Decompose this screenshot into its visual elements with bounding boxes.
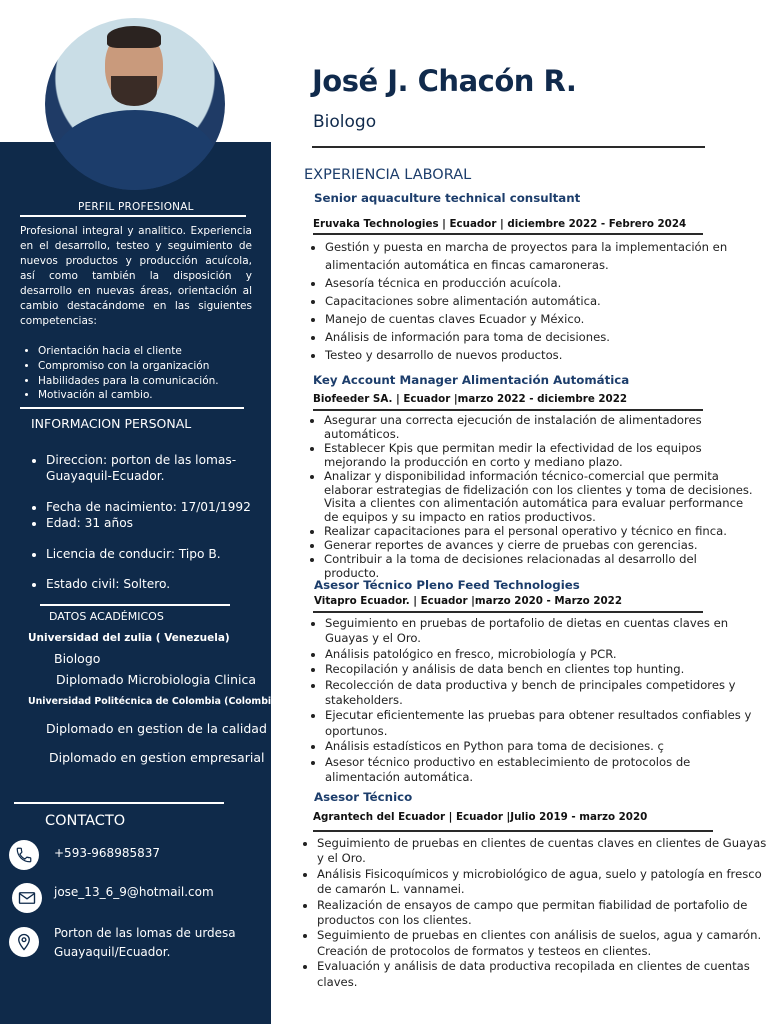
duty-item: • Ejecutar eficientemente las pruebas para obtener resultados confiables y oportunos. (325, 708, 767, 739)
duty-item: • Asegurar una correcta ejecución de instalación de alimentadores automáticos. (324, 414, 754, 442)
job-company-1: Eruvaka Technologies | Ecuador | diciembre 2022 - Febrero 2024 (313, 218, 687, 230)
personal-divider (20, 407, 244, 409)
degree-empresarial: Diplomado en gestion empresarial (49, 750, 265, 765)
profile-text: Profesional integral y analitico. Experiencia en el desarrollo, testeo y seguimiento de nuevos productos y producción acuícola, así como también la disposición y desarrollo en nuevas áreas, orientación al cambio destacándome en las siguientes competencias: (20, 225, 252, 327)
degree-microbiologia: Diplomado Microbiologia Clinica (56, 672, 257, 687)
phone-icon (9, 840, 39, 870)
duty-item: • Recopilación y análisis de data bench en clientes top hunting. (325, 662, 767, 677)
degree-calidad: Diplomado en gestion de la calidad (46, 721, 267, 736)
job-1-duties (313, 238, 743, 364)
personal-heading: INFORMACION PERSONAL (31, 416, 192, 431)
mail-icon (12, 883, 42, 913)
photo-shirt (53, 110, 217, 190)
competency-item: • Compromiso con la organización (38, 359, 268, 374)
contact-address-line2: Guayaquil/Ecuador. (54, 945, 171, 959)
duty-item: • Seguimiento de pruebas en clientes con análisis de suelos, agua y camarón. Creación de protocolos de formatos y testeos en clientes. (317, 928, 768, 959)
duty-item: • Asesoría técnica en producción acuícola. (325, 274, 743, 292)
degree-biologo: Biologo (54, 651, 101, 666)
job-divider-1 (313, 233, 703, 235)
university-1: Universidad del zulia ( Venezuela) (28, 632, 230, 644)
personal-list (30, 453, 261, 484)
contact-address (54, 924, 236, 962)
job-2-duties (312, 414, 754, 581)
duty-item: • Análisis patológico en fresco, microbiología y PCR. (325, 647, 767, 662)
personal-birth: • Fecha de nacimiento: 17/01/1992 (46, 500, 266, 516)
experience-heading: EXPERIENCIA LABORAL (304, 167, 472, 183)
personal-civil: • Estado civil: Soltero. (46, 577, 266, 593)
photo-beard (111, 76, 157, 106)
duty-item: • Generar reportes de avances y cierre de pruebas con gerencias. (324, 539, 754, 553)
job-divider-4 (313, 830, 713, 832)
competency-item: • Motivación al cambio. (38, 388, 268, 403)
academic-divider (40, 604, 230, 606)
job-3-duties (313, 616, 767, 785)
duty-item: • Analizar y disponibilidad información técnico-comercial que permita elaborar estrategias de fidelización con los clientes y toma de decisiones. Visita a clientes con alimentación automática para evaluar performance de equipos y su impacto en ratios productivos. (324, 470, 754, 526)
contact-phone[interactable]: +593-968985837 (54, 846, 161, 860)
duty-item: • Seguimiento en pruebas de portafolio de dietas en cuentas claves en Guayas y el Oro. (325, 616, 767, 647)
duty-item: • Análisis estadísticos en Python para toma de decisiones. ç (325, 739, 767, 754)
job-company-4: Agrantech del Ecuador | Ecuador |Julio 2019 - marzo 2020 (313, 811, 648, 823)
job-divider-2 (313, 409, 703, 411)
job-title-1: Senior aquaculture technical consultant (314, 191, 581, 205)
personal-list-3 (30, 547, 266, 563)
personal-age: • Edad: 31 años (46, 516, 266, 532)
contact-address-line1: Porton de las lomas de urdesa (54, 926, 236, 940)
duty-item: • Recolección de data productiva y bench de principales competidores y stakeholders. (325, 678, 767, 709)
competency-item: • Orientación hacia el cliente (38, 344, 268, 359)
personal-address: • Direccion: porton de las lomas-Guayaquil-Ecuador. (46, 453, 261, 484)
profile-divider (20, 215, 246, 217)
duty-item: • Análisis de información para toma de decisiones. (325, 328, 743, 346)
job-title-2: Key Account Manager Alimentación Automática (313, 373, 630, 387)
job-4-duties (305, 836, 768, 990)
duty-item: • Manejo de cuentas claves Ecuador y México. (325, 310, 743, 328)
duty-item: • Capacitaciones sobre alimentación automática. (325, 292, 743, 310)
competency-item: • Habilidades para la comunicación. (38, 374, 268, 389)
university-2: Universidad Politécnica de Colombia (Colombia) (28, 696, 282, 707)
contact-email[interactable]: jose_13_6_9@hotmail.com (54, 885, 214, 899)
job-title-4: Asesor Técnico (314, 790, 413, 804)
duty-item: • Establecer Kpis que permitan medir la efectividad de los equipos mejorando la producción en corto y mediano plazo. (324, 442, 754, 470)
duty-item: • Gestión y puesta en marcha de proyectos para la implementación en alimentación automática en fincas camaroneras. (325, 238, 743, 274)
duty-item: • Realizar capacitaciones para el personal operativo y técnico en finca. (324, 525, 754, 539)
photo-hair (107, 26, 161, 48)
contact-divider (14, 802, 224, 804)
duty-item: • Análisis Fisicoquímicos y microbiológico de agua, suelo y patología en fresco de camarón L. vannamei. (317, 867, 768, 898)
academic-heading: DATOS ACADÉMICOS (49, 610, 164, 623)
duty-item: • Testeo y desarrollo de nuevos productos. (325, 346, 743, 364)
profile-heading: PERFIL PROFESIONAL (78, 201, 194, 213)
duty-item: • Evaluación y análisis de data productiva recopilada en clientes de cuentas claves. (317, 959, 768, 990)
job-title-3: Asesor Técnico Pleno Feed Technologies (314, 578, 580, 592)
personal-license: • Licencia de conducir: Tipo B. (46, 547, 266, 563)
competencies-list (20, 344, 268, 403)
profile-photo (45, 18, 225, 190)
duty-item: • Realización de ensayos de campo que permitan fiabilidad de portafolio de productos con los clientes. (317, 898, 768, 929)
contact-heading: CONTACTO (45, 813, 126, 829)
job-company-2: Biofeeder SA. | Ecuador |marzo 2022 - diciembre 2022 (313, 393, 628, 405)
person-name: José J. Chacón R. (312, 64, 577, 98)
header-divider (312, 146, 705, 148)
job-company-3: Vitapro Ecuador. | Ecuador |marzo 2020 - Marzo 2022 (314, 595, 622, 607)
duty-item: • Asesor técnico productivo en establecimiento de protocolos de alimentación automática. (325, 755, 767, 786)
location-pin-icon (9, 927, 39, 957)
personal-list-4 (30, 577, 266, 593)
person-title: Biologo (313, 112, 377, 132)
personal-list-2 (30, 500, 266, 531)
duty-item: • Seguimiento de pruebas en clientes de cuentas claves en clientes de Guayas y el Oro. (317, 836, 768, 867)
duty-item: • Contribuir a la toma de decisiones relacionadas al desarrollo del producto. (324, 553, 754, 581)
job-divider-3 (313, 611, 703, 613)
